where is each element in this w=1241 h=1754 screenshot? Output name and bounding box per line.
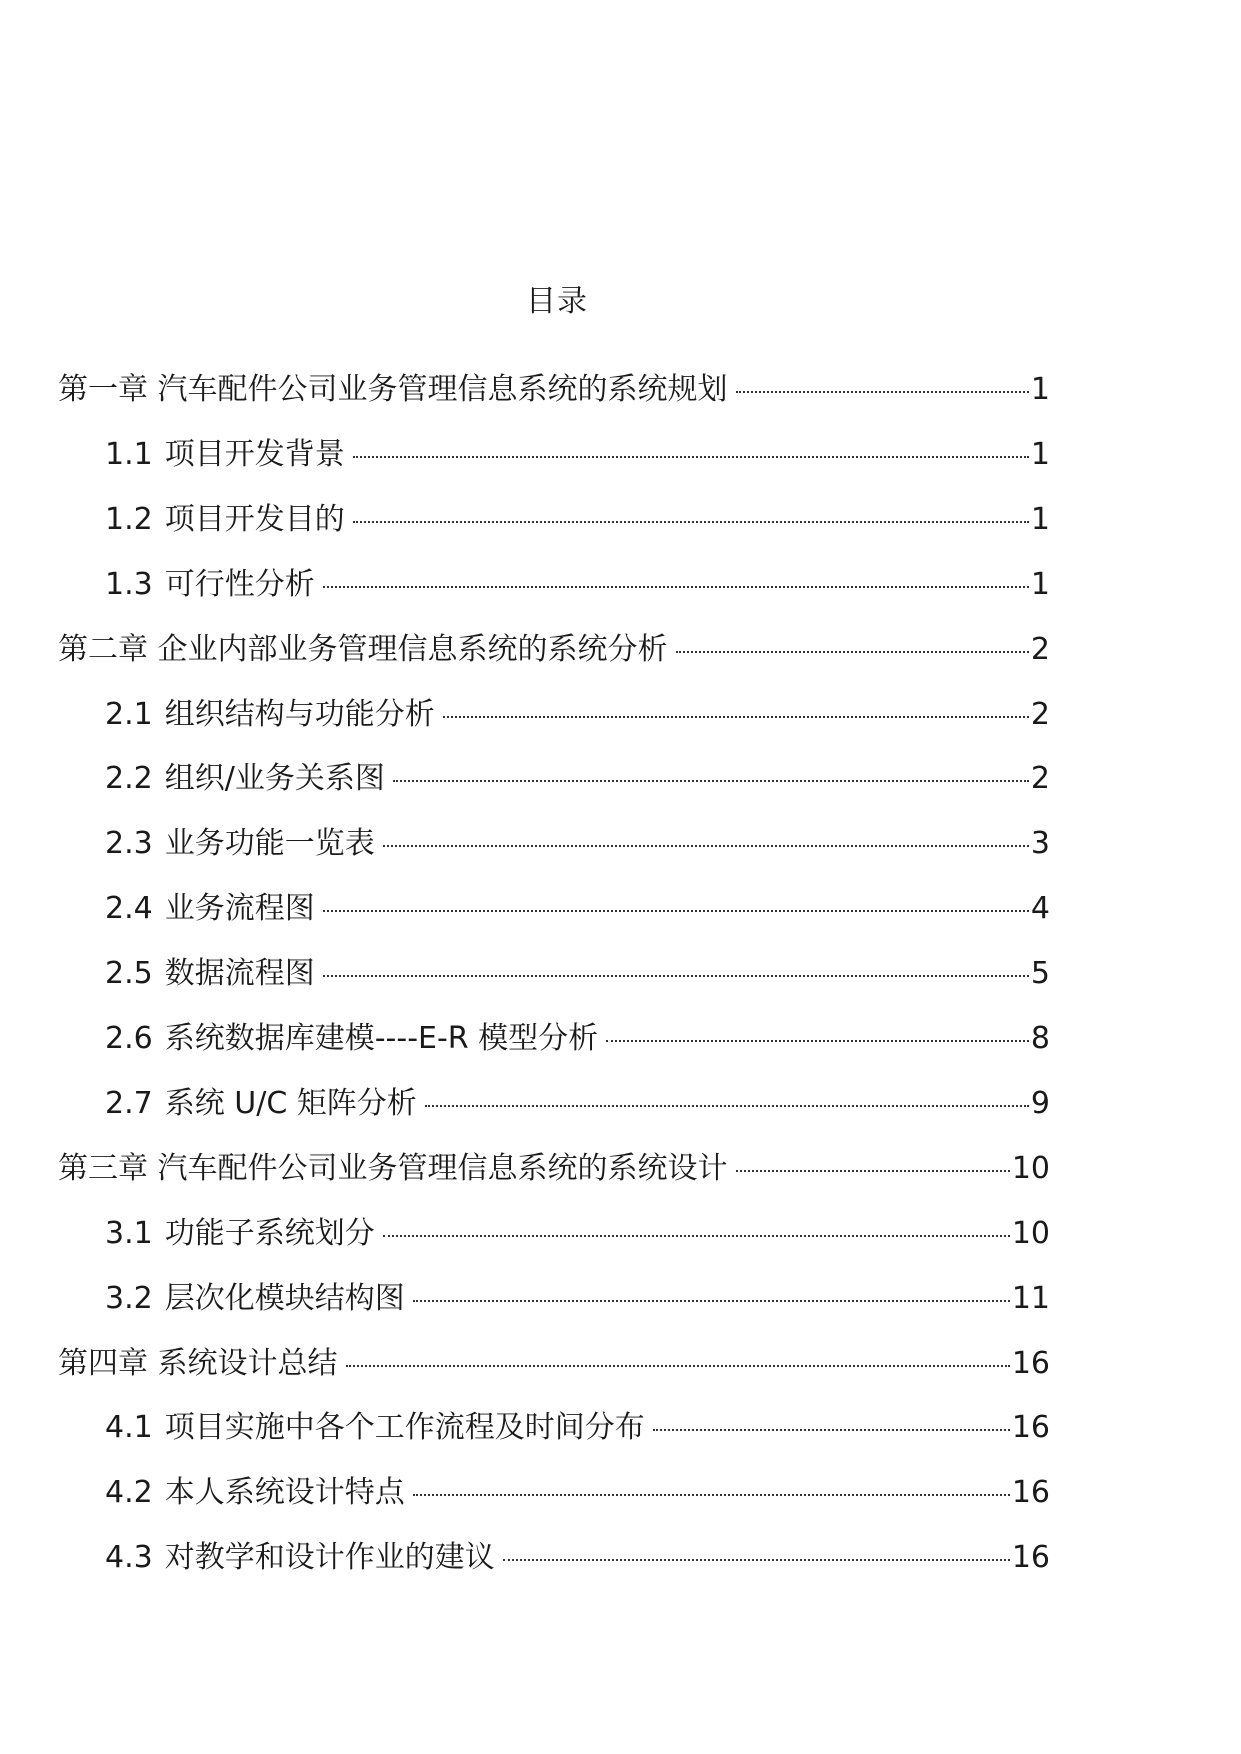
toc-entry-number: 2.2 xyxy=(105,761,153,797)
toc-entry-title: 可行性分析 xyxy=(164,566,315,602)
toc-page-number: 9 xyxy=(1030,1085,1050,1121)
toc-page-number: 2 xyxy=(1030,696,1050,732)
toc-entry-title: 功能子系统划分 xyxy=(164,1215,375,1251)
toc-page-number: 5 xyxy=(1030,956,1050,992)
toc-page-number: 16 xyxy=(1011,1475,1050,1511)
toc-section-entry[interactable] xyxy=(105,1538,1050,1578)
toc-page-number: 16 xyxy=(1011,1410,1050,1446)
toc-section-entry[interactable] xyxy=(105,1408,1050,1448)
toc-section-entry[interactable] xyxy=(105,695,1050,735)
toc-chapter-entry[interactable] xyxy=(58,1149,1050,1189)
dot-leader xyxy=(353,521,1029,523)
toc-entry-title: 本人系统设计特点 xyxy=(164,1475,405,1511)
toc-section-entry[interactable] xyxy=(105,824,1050,864)
toc-entry-title: 项目开发背景 xyxy=(164,436,345,472)
toc-section-entry[interactable] xyxy=(105,1019,1050,1059)
toc-chapter-entry[interactable] xyxy=(58,370,1050,410)
toc-entry-number: 2.7 xyxy=(105,1085,153,1121)
toc-title: 目录 xyxy=(526,284,588,319)
dot-leader xyxy=(443,716,1029,718)
toc-section-entry[interactable] xyxy=(105,1214,1050,1254)
dot-leader xyxy=(323,586,1029,588)
dot-leader xyxy=(676,651,1029,653)
toc-entry-title: 系统数据库建模----E-R 模型分析 xyxy=(164,1021,599,1056)
toc-section-entry[interactable] xyxy=(105,1084,1050,1124)
toc-entry-number: 2.1 xyxy=(105,696,153,732)
toc-entry-number: 2.4 xyxy=(105,891,153,927)
toc-chapter-entry[interactable] xyxy=(58,630,1050,670)
dot-leader xyxy=(425,1105,1029,1107)
toc-section-entry[interactable] xyxy=(105,889,1050,929)
toc-page-number: 10 xyxy=(1011,1215,1050,1251)
dot-leader xyxy=(383,845,1029,847)
dot-leader xyxy=(653,1429,1010,1431)
toc-entry-number: 4.1 xyxy=(105,1410,153,1446)
toc-page-number: 11 xyxy=(1011,1280,1050,1316)
toc-entry-number: 1.3 xyxy=(105,566,153,602)
toc-page-number: 1 xyxy=(1030,566,1050,602)
toc-entry-title: 层次化模块结构图 xyxy=(164,1280,405,1316)
toc-entry-title: 对教学和设计作业的建议 xyxy=(164,1540,495,1576)
toc-entry-title: 组织/业务关系图 xyxy=(164,761,385,797)
toc-page-number: 16 xyxy=(1011,1540,1050,1576)
toc-entry-title: 数据流程图 xyxy=(164,956,315,992)
dot-leader xyxy=(736,1170,1010,1172)
dot-leader xyxy=(413,1300,1010,1302)
dot-leader xyxy=(393,780,1029,782)
toc-section-entry[interactable] xyxy=(105,1279,1050,1319)
toc-entry-number: 1.2 xyxy=(105,501,153,537)
toc-page-number: 2 xyxy=(1030,761,1050,797)
toc-entry-number: 4.2 xyxy=(105,1475,153,1511)
toc-entry-title: 项目实施中各个工作流程及时间分布 xyxy=(164,1410,645,1446)
toc-section-entry[interactable] xyxy=(105,1473,1050,1513)
toc-section-entry[interactable] xyxy=(105,954,1050,994)
toc-page-number: 3 xyxy=(1030,826,1050,862)
toc-page-number: 1 xyxy=(1030,372,1050,407)
toc-page-number: 2 xyxy=(1030,631,1050,667)
toc-entry-title: 业务流程图 xyxy=(164,891,315,927)
toc-chapter-entry[interactable] xyxy=(58,1344,1050,1384)
toc-page-number: 16 xyxy=(1011,1345,1050,1381)
toc-entry-title: 系统 U/C 矩阵分析 xyxy=(164,1085,417,1121)
toc-entry-number: 2.5 xyxy=(105,956,153,992)
toc-page-number: 1 xyxy=(1030,501,1050,537)
toc-entry-number: 3.2 xyxy=(105,1280,153,1316)
dot-leader xyxy=(736,391,1029,393)
toc-entry-title: 第二章 企业内部业务管理信息系统的系统分析 xyxy=(58,631,668,667)
dot-leader xyxy=(323,910,1029,912)
toc-entry-title: 项目开发目的 xyxy=(164,501,345,537)
toc-page-number: 1 xyxy=(1030,436,1050,472)
dot-leader xyxy=(606,1040,1029,1042)
toc-entry-number: 3.1 xyxy=(105,1215,153,1251)
toc-entry-number: 2.6 xyxy=(105,1021,153,1056)
toc-entry-number: 2.3 xyxy=(105,826,153,862)
toc-section-entry[interactable] xyxy=(105,759,1050,799)
dot-leader xyxy=(383,1235,1010,1237)
toc-page-number: 8 xyxy=(1030,1021,1050,1056)
toc-entry-title: 第三章 汽车配件公司业务管理信息系统的系统设计 xyxy=(58,1150,728,1186)
dot-leader xyxy=(413,1494,1010,1496)
toc-section-entry[interactable] xyxy=(105,565,1050,605)
dot-leader xyxy=(346,1365,1010,1367)
toc-entry-number: 4.3 xyxy=(105,1540,153,1576)
toc-entry-title: 第四章 系统设计总结 xyxy=(58,1345,338,1381)
toc-entry-title: 第一章 汽车配件公司业务管理信息系统的系统规划 xyxy=(58,372,728,407)
dot-leader xyxy=(353,456,1029,458)
toc-entry-title: 组织结构与功能分析 xyxy=(164,696,435,732)
toc-entry-title: 业务功能一览表 xyxy=(164,826,375,862)
toc-page-number: 4 xyxy=(1030,891,1050,927)
toc-section-entry[interactable] xyxy=(105,500,1050,540)
toc-entry-number: 1.1 xyxy=(105,436,153,472)
toc-page-number: 10 xyxy=(1011,1150,1050,1186)
dot-leader xyxy=(323,975,1029,977)
toc-section-entry[interactable] xyxy=(105,435,1050,475)
dot-leader xyxy=(503,1559,1010,1561)
